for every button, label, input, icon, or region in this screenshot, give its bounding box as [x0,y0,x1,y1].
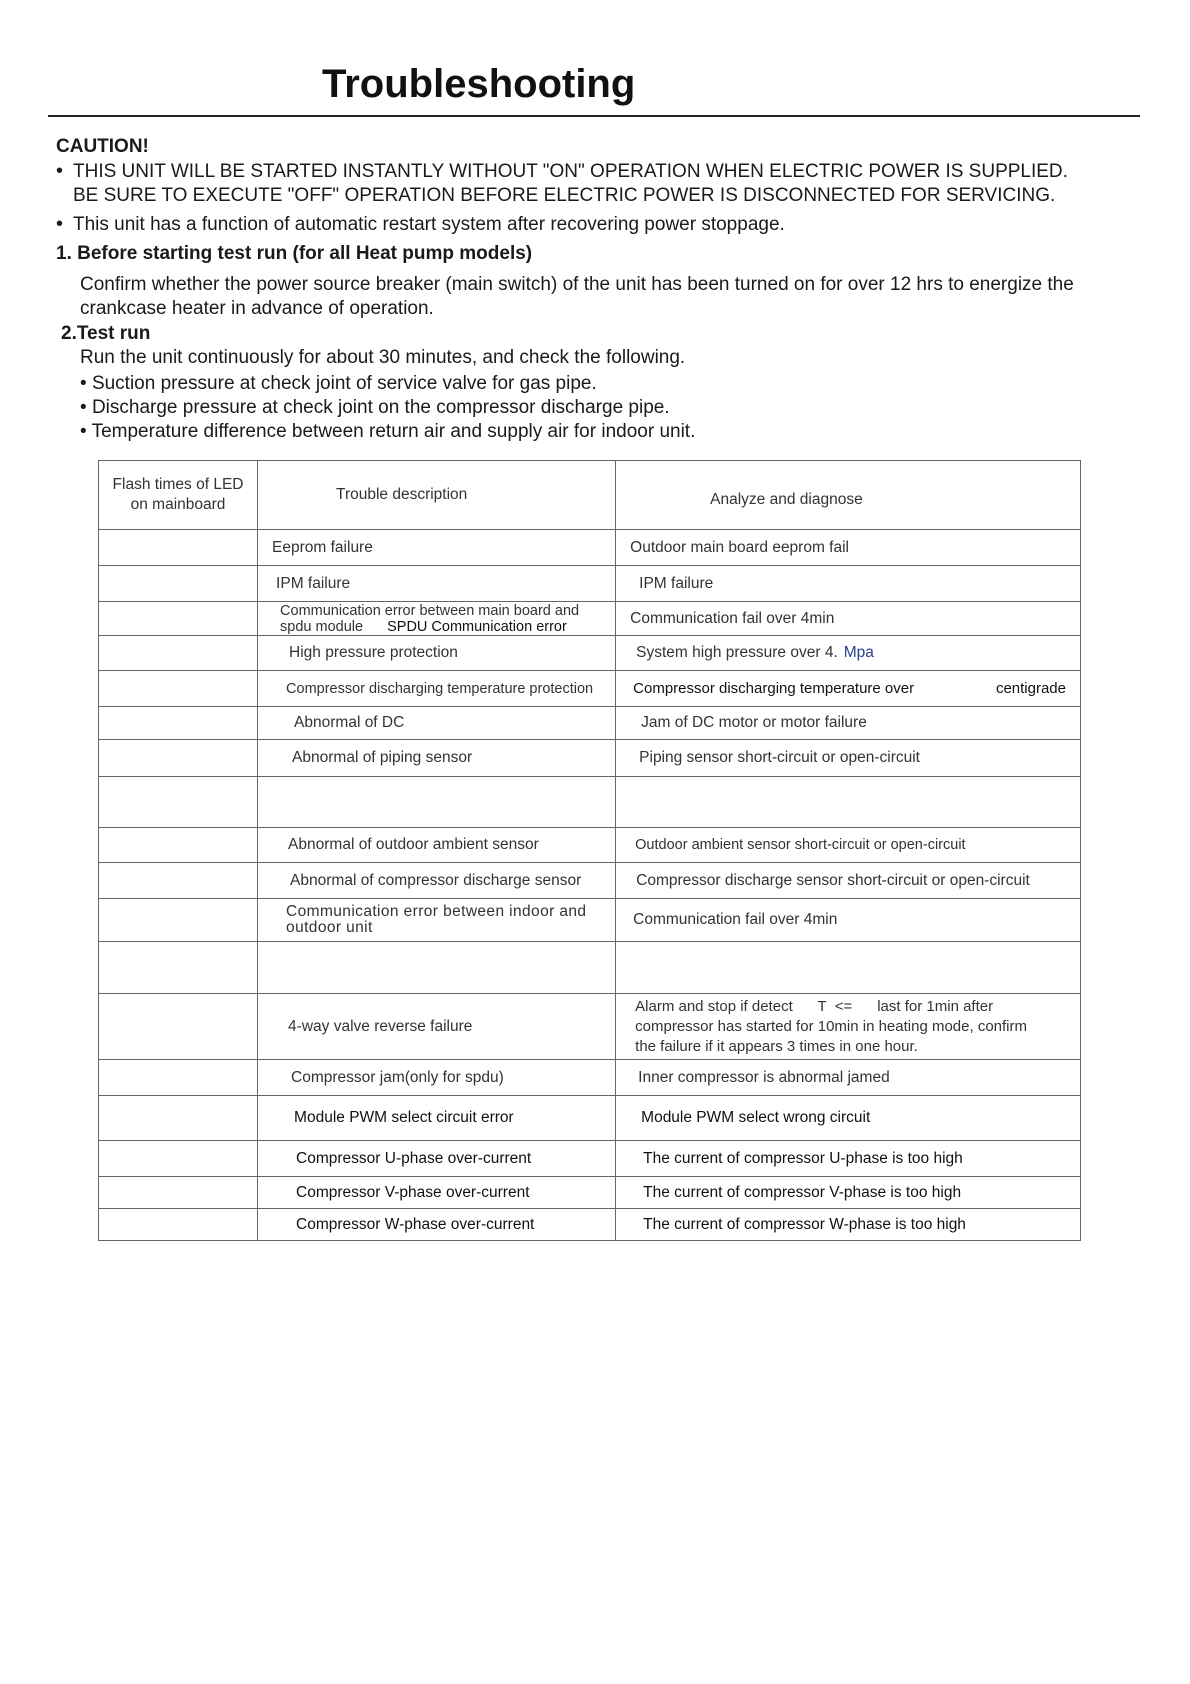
trouble-cell: High pressure protection [258,636,616,671]
led-cell [99,602,258,636]
list-item-text: Suction pressure at check joint of service valve for gas pipe. [91,373,597,394]
diagnose-cell: Jam of DC motor or motor failure [616,707,1081,740]
header-led-flash-times [99,461,258,530]
diagnose-text-line: compressor has started for 10min in heating mode, confirm [635,1017,1028,1035]
diagnose-cell [616,994,1081,1060]
led-cell [99,740,258,777]
trouble-text-line: Communication error between indoor and [286,903,587,920]
table-row [99,671,1081,707]
table-row [99,899,1081,942]
section1-paragraph-line: Confirm whether the power source breaker (main switch) of the unit has been turned on for over 12 hrs to energize the [80,274,1074,295]
diagnose-cell: Communication fail over 4min [616,899,1081,942]
table-row [99,863,1081,899]
led-cell [99,828,258,863]
diagnose-text-line: Alarm and stop if detect T <= last for 1min after [635,997,994,1015]
led-cell [99,707,258,740]
diagnose-cell: Module PWM select wrong circuit [616,1096,1081,1141]
trouble-cell: Compressor discharging temperature protection [258,671,616,707]
diagnose-cell: The current of compressor W-phase is too high [616,1209,1081,1241]
table-row [99,707,1081,740]
section-heading-before-test-run: 1. Before starting test run (for all Heat pump models) [56,243,533,264]
caution-bullet-line: This unit has a function of automatic restart system after recovering power stoppage. [73,214,785,235]
diagnose-cell [616,636,1081,671]
diagnose-cell: Inner compressor is abnormal jamed [616,1060,1081,1096]
trouble-cell [258,899,616,942]
table-row [99,1060,1081,1096]
trouble-cell: Compressor U-phase over-current [258,1141,616,1177]
header-trouble-description: Trouble description [258,461,616,530]
list-item [80,372,597,396]
table-row [99,1141,1081,1177]
led-cell [99,994,258,1060]
table-row [99,1096,1081,1141]
table-row [99,740,1081,777]
trouble-cell: Abnormal of DC [258,707,616,740]
diagnose-cell: Outdoor ambient sensor short-circuit or open-circuit [616,828,1081,863]
led-cell [99,1209,258,1241]
diagnose-cell: The current of compressor V-phase is too high [616,1177,1081,1209]
caution-bullet-line: BE SURE TO EXECUTE "OFF" OPERATION BEFORE ELECTRIC POWER IS DISCONNECTED FOR SERVICING. [73,185,1056,206]
led-cell [99,636,258,671]
caution-heading: CAUTION! [56,136,149,157]
trouble-cell: Abnormal of compressor discharge sensor [258,863,616,899]
header-led-line: on mainboard [130,496,226,513]
trouble-cell: 4-way valve reverse failure [258,994,616,1060]
led-cell [99,566,258,602]
table-row [99,602,1081,636]
diagnose-cell [616,942,1081,994]
diagnose-text: Compressor discharging temperature over [633,680,915,697]
led-cell [99,1096,258,1141]
caution-bullet [56,213,1146,237]
temperature-unit: centigrade [995,680,1066,697]
header-led-line: Flash times of LED [112,476,244,493]
diagnose-cell: The current of compressor U-phase is too high [616,1141,1081,1177]
bullet-icon: • [56,213,64,235]
bullet-icon: • [80,397,87,418]
table-row [99,828,1081,863]
diagnose-cell [616,671,1081,707]
diagnose-cell: Communication fail over 4min [616,602,1081,636]
led-cell [99,1141,258,1177]
table-row [99,994,1081,1060]
table-row [99,530,1081,566]
trouble-cell [258,602,616,636]
table-header-row [99,461,1081,530]
table-row [99,566,1081,602]
section1-paragraph-line: crankcase heater in advance of operation. [80,298,434,319]
led-cell [99,1177,258,1209]
trouble-cell [258,777,616,828]
header-analyze-diagnose: Analyze and diagnose [616,461,1081,530]
led-cell [99,863,258,899]
trouble-cell [258,942,616,994]
list-item-text: Temperature difference between return air and supply air for indoor unit. [91,421,696,442]
trouble-cell: Compressor V-phase over-current [258,1177,616,1209]
led-cell [99,942,258,994]
bullet-icon: • [80,421,87,442]
diagnose-text: System high pressure over 4. [636,644,838,661]
section2-intro: Run the unit continuously for about 30 minutes, and check the following. [80,347,686,368]
diagnose-cell: Outdoor main board eeprom fail [616,530,1081,566]
trouble-cell: Compressor W-phase over-current [258,1209,616,1241]
led-cell [99,671,258,707]
table-row [99,942,1081,994]
list-item [80,420,695,444]
diagnose-cell: Compressor discharge sensor short-circuit or open-circuit [616,863,1081,899]
caution-bullet [56,160,1146,208]
led-cell [99,530,258,566]
led-cell [99,1060,258,1096]
table-row [99,636,1081,671]
diagnose-text-line: the failure if it appears 3 times in one hour. [635,1037,918,1055]
table-row [99,777,1081,828]
title-divider [48,115,1140,117]
table-row [99,1209,1081,1241]
trouble-cell: Compressor jam(only for spdu) [258,1060,616,1096]
page-title: Troubleshooting [322,62,636,106]
trouble-text-line: spdu module [280,618,364,635]
trouble-cell: Eeprom failure [258,530,616,566]
trouble-cell: Module PWM select circuit error [258,1096,616,1141]
diagnose-cell [616,777,1081,828]
bullet-icon: • [56,160,64,182]
trouble-cell: IPM failure [258,566,616,602]
trouble-text-line: Communication error between main board and [280,602,580,619]
section-heading-test-run: 2.Test run [61,323,151,344]
trouble-text-line: outdoor unit [286,919,373,936]
troubleshooting-table [98,460,1081,1241]
trouble-cell: Abnormal of outdoor ambient sensor [258,828,616,863]
table-row [99,1177,1081,1209]
pressure-unit: Mpa [843,644,874,661]
diagnose-cell: IPM failure [616,566,1081,602]
trouble-cell: Abnormal of piping sensor [258,740,616,777]
list-item [80,396,670,420]
led-cell [99,899,258,942]
bullet-icon: • [80,373,87,394]
caution-bullet-line: THIS UNIT WILL BE STARTED INSTANTLY WITHOUT "ON" OPERATION WHEN ELECTRIC POWER IS SUPPLIED. [73,161,1068,182]
led-cell [99,777,258,828]
list-item-text: Discharge pressure at check joint on the compressor discharge pipe. [91,397,670,418]
diagnose-cell: Piping sensor short-circuit or open-circuit [616,740,1081,777]
trouble-text-line: SPDU Communication error [387,618,567,635]
